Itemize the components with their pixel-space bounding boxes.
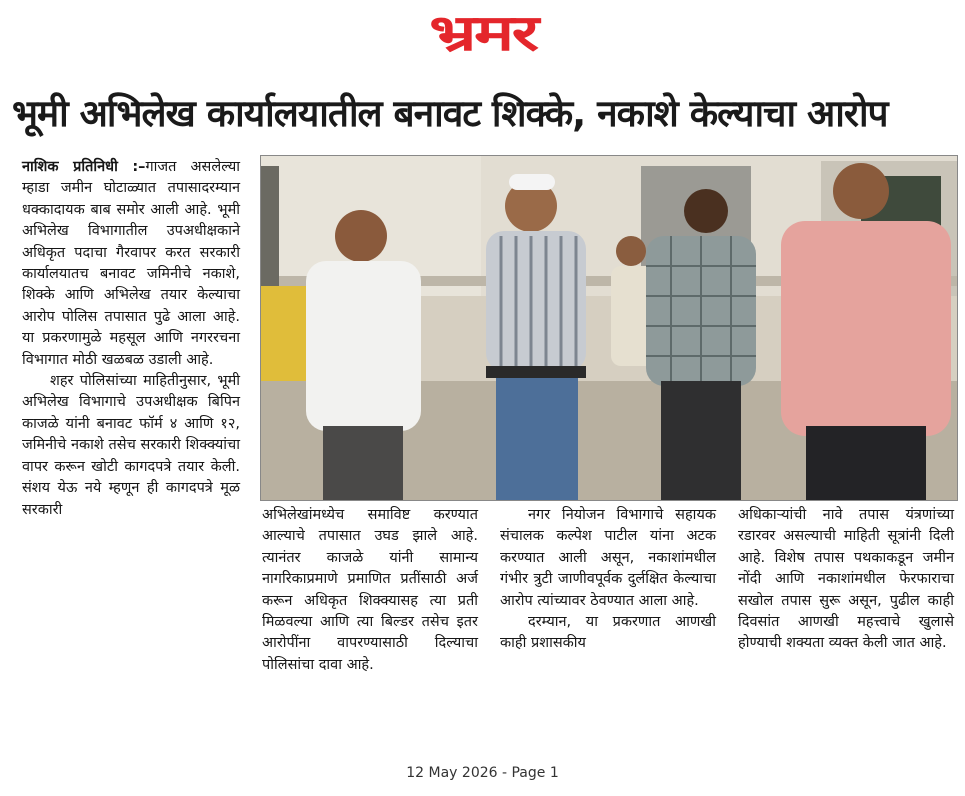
page-footer: 12 May 2026 - Page 1 bbox=[406, 765, 559, 781]
article-column-4 bbox=[738, 505, 954, 655]
column-1-paragraph-1: गाजत असलेल्या म्हाडा जमीन घोटाळ्यात तपासादरम्यान धक्कादायक बाब समोर आली आहे. भूमी अभिलेख विभागातील उपअधीक्षकाने अधिकृत पदाचा गैरवापर करत सरकारी कार्यालयातच बनावट जमिनीचे नकाशे, शिक्के आणि अभिलेख तयार केल्याचा आरोप पोलिस तपासात पुढे आला आहे. या प्रकरणामुळे महसूल आणि नगररचना विभागात मोठी खळबळ उडाली आहे. bbox=[22, 159, 240, 368]
column-3-paragraph-1: नगर नियोजन विभागाचे सहायक संचालक कल्पेश पाटील यांना अटक करण्यात आली असून, नकाशांमधील गंभीर त्रुटी जाणीवपूर्वक दुर्लक्षित केल्याचा आरोप त्यांच्यावर ठेवण्यात आला आहे. bbox=[500, 507, 716, 609]
column-1-paragraph-2: शहर पोलिसांच्या माहितीनुसार, भूमी अभिलेख विभागाचे उपअधीक्षक बिपिन काजळे यांनी बनावट फॉर्म ४ आणि १२, जमिनीचे नकाशे तसेच सरकारी शिक्क्यांचा वापर करून खोटी कागदपत्रे तयार केली. संशय येऊ नये म्हणून ही कागदपत्रे मूळ सरकारी bbox=[22, 373, 240, 518]
column-3-paragraph-2: दरम्यान, या प्रकरणात आणखी काही प्रशासकीय bbox=[500, 614, 716, 652]
article-byline-paragraph bbox=[22, 157, 240, 371]
masthead-logo: भ्रमर bbox=[428, 4, 537, 62]
news-photo bbox=[260, 155, 958, 501]
news-photo-illustration bbox=[261, 156, 957, 500]
article-column-3 bbox=[500, 505, 716, 655]
column-2-paragraph-1: अभिलेखांमध्येच समाविष्ट करण्यात आल्याचे तपासात उघड झाले आहे. त्यानंतर काजळे यांनी सामान्य नागरिकाप्रमाणे प्रमाणित प्रतींसाठी अर्ज करून अधिकृत शिक्क्यासह त्या प्रती मिळवल्या आणि त्या बिल्डर तसेच इतर आरोपींना वापरण्यासाठी दिल्याचा पोलिसांचा दावा आहे. bbox=[262, 507, 478, 673]
masthead bbox=[0, 2, 965, 64]
article-column-2 bbox=[262, 505, 478, 676]
page-headline: भूमी अभिलेख कार्यालयातील बनावट शिक्के, नकाशे केल्याचा आरोप bbox=[12, 92, 888, 135]
byline: नाशिक प्रतिनिधी :– bbox=[22, 159, 146, 175]
article-column-1 bbox=[22, 157, 240, 521]
column-4-paragraph-1: अधिकाऱ्यांची नावे तपास यंत्रणांच्या रडारवर असल्याची माहिती सूत्रांनी दिली आहे. विशेष तपास पथकाकडून जमीन नोंदी आणि नकाशांमधील फेरफाराचा सखोल तपास सुरू असून, पुढील काही दिवसांत आणखी महत्त्वाचे खुलासे होण्याची शक्यता व्यक्त केली जात आहे. bbox=[738, 507, 954, 652]
